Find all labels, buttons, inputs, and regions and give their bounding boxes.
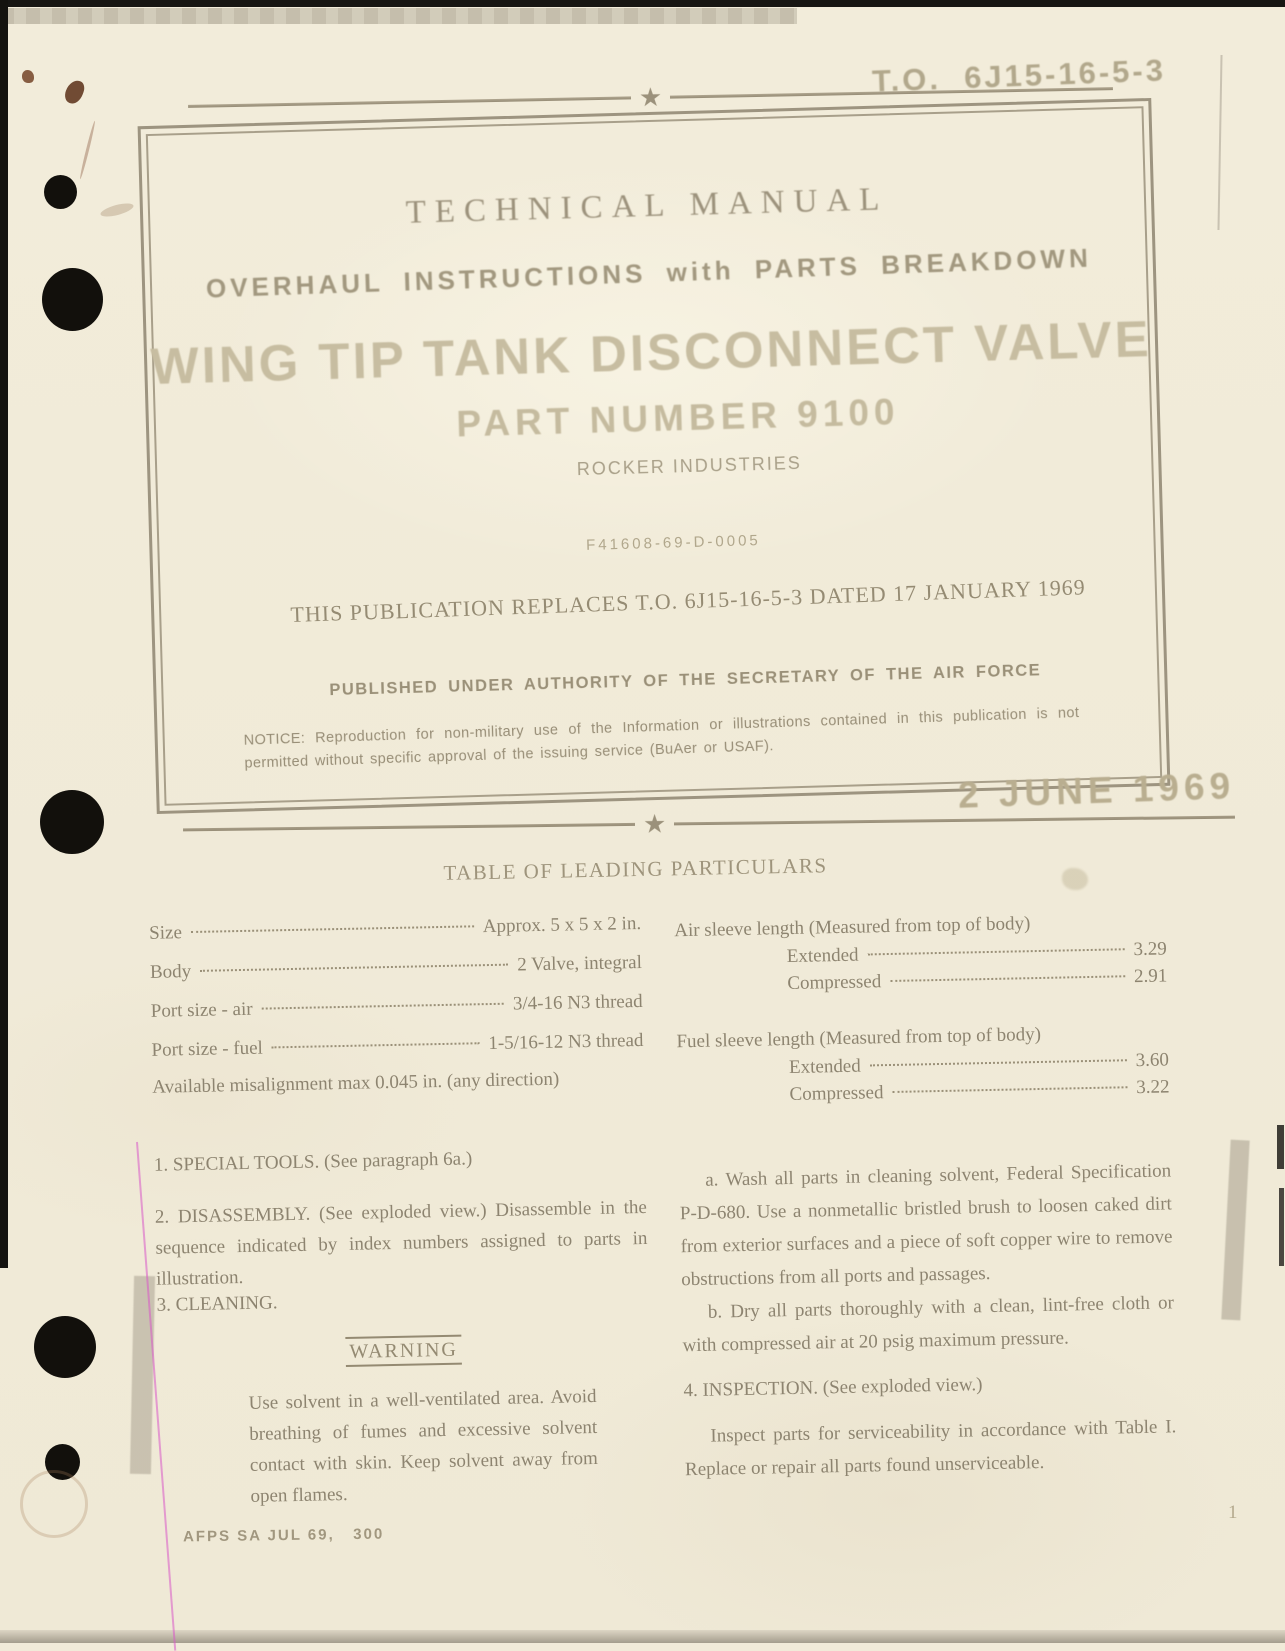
dot-leader [892, 1086, 1127, 1093]
particulars-row [151, 1030, 643, 1062]
cleaning-step-a: a. Wash all parts in cleaning solvent, Federal Specification P-D-680. Use a nonmetallic bristled brush to loosen caked dirt from exterior surfaces and a piece of soft copper wire to remove obstructions from all ports and passages. [679, 1154, 1174, 1296]
particular-value: 3.22 [1136, 1076, 1170, 1099]
particulars-row [675, 965, 1167, 997]
inspection-text: Inspect parts for serviceability in accordance with Table I. Replace or repair all parts found unserviceable. [684, 1410, 1177, 1486]
particulars-left-column [149, 913, 644, 1099]
particular-value: Approx. 5 x 5 x 2 in. [483, 913, 642, 938]
particular-label: Compressed [787, 971, 881, 995]
ink-stain [62, 78, 86, 106]
particular-label: Extended [787, 945, 859, 968]
ink-stain [22, 70, 34, 83]
punch-hole [44, 175, 77, 209]
particulars-row [675, 938, 1167, 970]
dot-leader [890, 975, 1125, 982]
technical-order-number: T.O. 6J15-16-5-3 [871, 52, 1166, 99]
particulars-group-heading: Fuel sleeve length (Measured from top of body) [676, 1021, 1168, 1053]
particular-label: Body [150, 961, 192, 984]
equipment-title: WING TIP TANK DISCONNECT VALVE [146, 309, 1155, 396]
particular-label: Size [149, 922, 182, 945]
dot-leader [262, 1003, 504, 1010]
bottom-divider [183, 816, 1235, 832]
scan-edge-top-shadow [0, 8, 797, 24]
punch-hole [40, 790, 104, 854]
scan-edge-bottom [0, 1630, 1285, 1643]
cleaning-step-b: b. Dry all parts thoroughly with a clean, lint-free cloth or with compressed air at 20 psig maximum pressure. [682, 1286, 1175, 1362]
manual-subtitle: OVERHAUL INSTRUCTIONS with PARTS BREAKDOWN [145, 240, 1153, 306]
punch-hole [42, 268, 103, 331]
supersedure-notice: THIS PUBLICATION REPLACES T.O. 6J15-16-5-3 DATED 17 JANUARY 1969 [184, 571, 1192, 632]
particular-value: 2 Valve, integral [517, 952, 642, 976]
particulars-row [677, 1076, 1169, 1108]
paper-crease [1217, 55, 1222, 230]
dot-leader [870, 1059, 1127, 1066]
warning-heading-wrap [157, 1331, 650, 1371]
particulars-right-column [674, 910, 1170, 1108]
part-number-heading: PART NUMBER 9100 [174, 383, 1183, 453]
section-special-tools: 1. SPECIAL TOOLS. (See paragraph 6a.) [154, 1145, 646, 1177]
authority-line: PUBLISHED UNDER AUTHORITY OF THE SECRETARY OF THE AIR FORCE [181, 657, 1189, 704]
warning-heading: WARNING [345, 1335, 462, 1367]
smudge-stain [99, 201, 134, 219]
contract-number: F41608-69-D-0005 [169, 520, 1177, 565]
scan-edge-top [0, 0, 1285, 7]
manufacturer-name: ROCKER INDUSTRIES [185, 442, 1193, 491]
dot-leader [200, 964, 508, 972]
dot-leader [868, 948, 1125, 955]
particular-value: 2.91 [1134, 965, 1168, 988]
ink-stain [79, 121, 96, 180]
particular-label: Compressed [789, 1082, 883, 1106]
particulars-group-heading: Air sleeve length (Measured from top of body) [674, 910, 1166, 942]
title-block-border [138, 98, 1171, 814]
warning-text: Use solvent in a well-ventilated area. Avoid breathing of fumes and excessive solvent contact with skin. Keep solvent away from open flames. [248, 1381, 598, 1512]
divider-line [188, 96, 631, 108]
print-imprint: AFPS SA JUL 69, 300 [183, 1526, 384, 1546]
section-inspection: 4. INSPECTION. (See exploded view.) [683, 1370, 1175, 1402]
section-disassembly: 2. DISASSEMBLY. (See exploded view.) Disassemble in the sequence indicated by index numbers assigned to parts in illustration. [155, 1192, 649, 1295]
publication-date: 2 JUNE 1969 [957, 765, 1235, 817]
particulars-note: Available misalignment max 0.045 in. (any direction) [152, 1067, 644, 1099]
particulars-table-title: TABLE OF LEADING PARTICULARS [0, 844, 1278, 895]
section-cleaning: 3. CLEANING. [156, 1285, 648, 1317]
particulars-row [151, 991, 643, 1023]
particular-label: Extended [789, 1056, 861, 1079]
particulars-row [149, 913, 641, 945]
divider-line [183, 823, 635, 832]
dot-leader [191, 925, 474, 933]
particular-label: Port size - fuel [151, 1038, 263, 1062]
divider-line [674, 816, 1235, 826]
particular-value: 1-5/16-12 N3 thread [488, 1030, 644, 1055]
page-number: 1 [1228, 1502, 1238, 1524]
particular-value: 3/4-16 N3 thread [513, 991, 643, 1016]
star-icon: ★ [631, 97, 670, 98]
particular-label: Port size - air [151, 999, 253, 1023]
particulars-row [677, 1049, 1169, 1081]
particulars-row [150, 952, 642, 984]
reproduction-notice: NOTICE: Reproduction for non-military use of the Information or illustrations contained in this publication is not permitted without specific approval of the issuing service (BuAer or USAF). [243, 702, 1080, 776]
particular-value: 3.60 [1135, 1049, 1169, 1072]
manual-type-heading: TECHNICAL MANUAL [143, 174, 1152, 239]
page-body [0, 832, 1285, 1603]
dot-leader [272, 1042, 480, 1048]
particular-value: 3.29 [1133, 938, 1167, 961]
